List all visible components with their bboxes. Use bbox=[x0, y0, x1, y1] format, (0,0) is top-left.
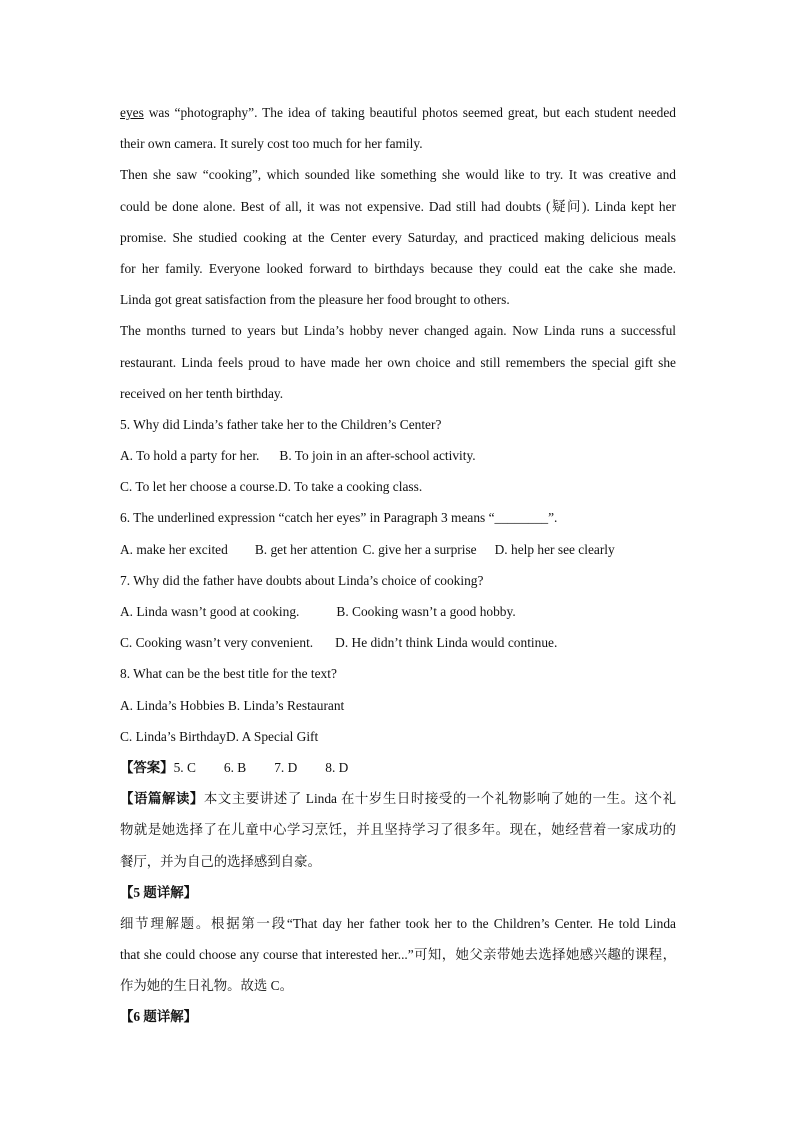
analysis-line bbox=[120, 786, 676, 817]
passage-line: for her family. Everyone looked forward to birthdays because they could eat the cake she made. bbox=[120, 260, 676, 276]
answer-5: 5. C bbox=[173, 759, 196, 775]
option-a: A. make her excited bbox=[120, 541, 228, 557]
explanation-line: 细节理解题。根据第一段“That day her father took her to the Children’s Center. He told Linda bbox=[120, 915, 676, 931]
q6-explanation-label: 【6 题详解】 bbox=[120, 1009, 197, 1025]
option-c: C. Cooking wasn’t very convenient. bbox=[120, 635, 314, 651]
option-b: B. get her attention bbox=[254, 541, 358, 557]
passage-line bbox=[120, 100, 676, 131]
answer-6: 6. B bbox=[223, 759, 247, 775]
analysis-line: 餐厅，并为自己的选择感到自豪。 bbox=[120, 853, 321, 869]
option-b: B. To join in an after-school activity. bbox=[279, 448, 476, 464]
analysis-text: 本文主要讲述了 Linda 在十岁生日时接受的一个礼物影响了她的一生。这个礼 bbox=[203, 791, 676, 807]
passage-line: restaurant. Linda feels proud to have made her own choice and still remembers the special gift she bbox=[120, 354, 676, 370]
question-6-options bbox=[120, 537, 676, 568]
question-5: 5. Why did Linda’s father take her to the Children’s Center? bbox=[120, 416, 442, 432]
question-8-options-cd: C. Linda’s BirthdayD. A Special Gift bbox=[120, 728, 319, 744]
question-8: 8. What can be the best title for the text? bbox=[120, 666, 337, 682]
question-8-options-ab: A. Linda’s Hobbies B. Linda’s Restaurant bbox=[120, 697, 345, 713]
passage-line: promise. She studied cooking at the Center every Saturday, and practiced making delicious meals bbox=[120, 229, 676, 245]
document-body bbox=[120, 100, 676, 1036]
answer-8: 8. D bbox=[325, 759, 349, 775]
passage-text: was “photography”. The idea of taking beautiful photos seemed great, but each student needed bbox=[143, 105, 676, 120]
question-7-options-ab bbox=[120, 599, 676, 630]
option-a: A. To hold a party for her. bbox=[120, 448, 260, 464]
option-c: C. give her a surprise bbox=[362, 541, 477, 557]
analysis-line: 物就是她选择了在儿童中心学习烹饪，并且坚持学习了很多年。现在，她经营着一家成功的 bbox=[120, 822, 676, 838]
option-d: D. help her see clearly bbox=[494, 541, 615, 557]
answer-7: 7. D bbox=[274, 759, 298, 775]
explanation-line: 作为她的生日礼物。故选 C。 bbox=[120, 978, 293, 994]
question-5-options-cd: C. To let her choose a course.D. To take a cooking class. bbox=[120, 479, 423, 495]
passage-line: their own camera. It surely cost too much for her family. bbox=[120, 136, 423, 152]
question-7: 7. Why did the father have doubts about Linda’s choice of cooking? bbox=[120, 572, 484, 588]
option-b: B. Cooking wasn’t a good hobby. bbox=[336, 604, 516, 619]
question-7-options-cd bbox=[120, 630, 676, 661]
question-5-options-ab bbox=[120, 443, 676, 474]
explanation-line: that she could choose any course that interested her...”可知，她父亲带她去选择她感兴趣的课程， bbox=[120, 947, 676, 963]
option-a: A. Linda wasn’t good at cooking. bbox=[120, 604, 300, 619]
passage-line: Linda got great satisfaction from the pleasure her food brought to others. bbox=[120, 292, 510, 308]
analysis-label: 【语篇解读】 bbox=[120, 791, 204, 807]
answer-label: 【答案】 bbox=[120, 759, 174, 775]
passage-line: The months turned to years but Linda’s hobby never changed again. Now Linda runs a successful bbox=[120, 323, 676, 339]
question-6: 6. The underlined expression “catch her eyes” in Paragraph 3 means “________”. bbox=[120, 510, 558, 526]
passage-line: received on her tenth birthday. bbox=[120, 385, 284, 401]
passage-line: Then she saw “cooking”, which sounded like something she would like to try. It was creative and bbox=[120, 167, 676, 183]
underlined-expression: eyes bbox=[120, 105, 144, 120]
option-d: D. He didn’t think Linda would continue. bbox=[335, 635, 558, 651]
answer-key bbox=[120, 755, 676, 786]
q5-explanation-label: 【5 题详解】 bbox=[120, 884, 197, 900]
passage-line: could be done alone. Best of all, it was not expensive. Dad still had doubts (疑问). Linda kept her bbox=[120, 198, 676, 214]
